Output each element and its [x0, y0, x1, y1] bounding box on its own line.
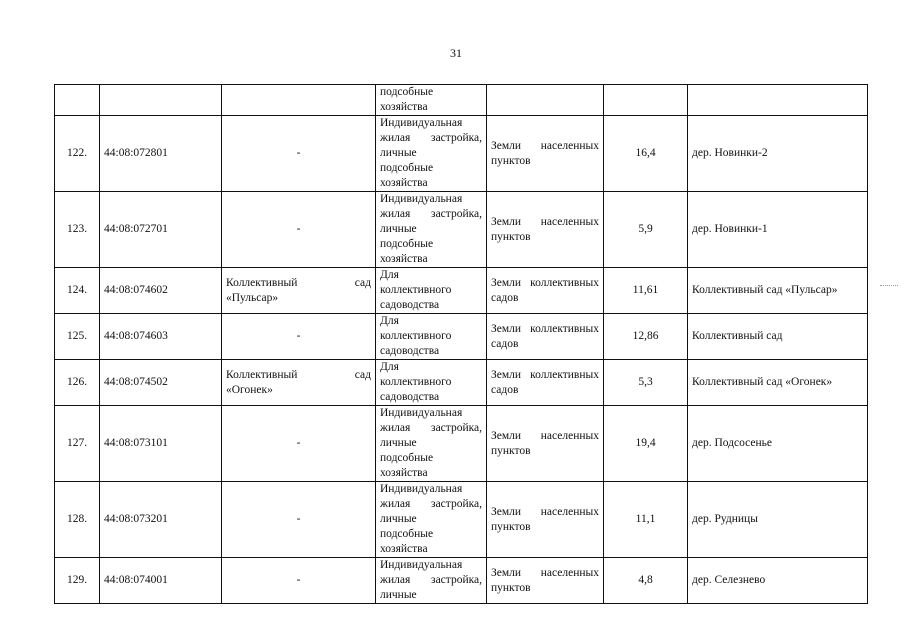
- use-line: жилая застройка,: [380, 498, 482, 510]
- use-line: садоводства: [380, 391, 440, 403]
- use-line: Индивидуальная: [380, 117, 463, 129]
- cell-use: [376, 482, 487, 558]
- cell-category: Земли коллективных садов: [487, 360, 604, 406]
- use-line: Для: [380, 315, 399, 327]
- use-line: личные: [380, 589, 417, 601]
- use-line: жилая застройка,: [380, 574, 482, 586]
- table-row: [55, 482, 868, 558]
- cell-cadastral: 44:08:074502: [100, 360, 222, 406]
- page-number: 31: [450, 46, 462, 60]
- table-row: [55, 192, 868, 268]
- use-line: хозяйства: [380, 467, 428, 479]
- use-line: жилая застройка,: [380, 132, 482, 144]
- cell-location: Коллективный сад: [688, 314, 868, 360]
- cell-location: Коллективный сад «Огонек»: [688, 360, 868, 406]
- owner-line: «Огонек»: [226, 383, 273, 396]
- use-line: личные: [380, 513, 417, 525]
- cell-category: [487, 85, 604, 116]
- use-line: коллективного: [380, 330, 452, 342]
- owner-line: -: [296, 223, 301, 235]
- cell-owner: [222, 85, 376, 116]
- land-registry-table: [54, 84, 868, 604]
- use-line: коллективного: [380, 376, 452, 388]
- owner-line: -: [296, 574, 301, 586]
- cell-area: 12,86: [604, 314, 688, 360]
- owner-line: -: [296, 513, 301, 525]
- use-line: хозяйства: [380, 177, 428, 189]
- cell-area: 4,8: [604, 558, 688, 604]
- table-row: [55, 406, 868, 482]
- cell-owner: [222, 482, 376, 558]
- use-line: подсобные: [380, 238, 434, 250]
- cell-location: Коллективный сад «Пульсар»: [688, 268, 868, 314]
- cell-category: Земли населенных пунктов: [487, 192, 604, 268]
- use-line: Индивидуальная: [380, 193, 463, 205]
- cell-owner: [222, 406, 376, 482]
- use-line: Для: [380, 361, 399, 373]
- cell-use: [376, 192, 487, 268]
- use-line: личные: [380, 437, 417, 449]
- cell-cadastral: 44:08:072801: [100, 116, 222, 192]
- use-line: Для: [380, 269, 399, 281]
- cell-category: Земли населенных пунктов: [487, 558, 604, 604]
- cell-owner: [222, 268, 376, 314]
- cell-num: 125.: [55, 314, 100, 360]
- use-line: подсобные: [380, 528, 434, 540]
- owner-line: Коллективный сад: [226, 276, 371, 289]
- cell-category: Земли населенных пунктов: [487, 406, 604, 482]
- cell-owner: [222, 314, 376, 360]
- use-line: личные: [380, 147, 417, 159]
- cell-area: [604, 85, 688, 116]
- use-line: хозяйства: [380, 101, 428, 113]
- cell-owner: [222, 558, 376, 604]
- table-row: [55, 558, 868, 604]
- cell-use: [376, 116, 487, 192]
- cell-area: 11,61: [604, 268, 688, 314]
- cell-area: 16,4: [604, 116, 688, 192]
- cell-category: Земли коллективных садов: [487, 314, 604, 360]
- cell-cadastral: 44:08:073201: [100, 482, 222, 558]
- cell-num: 126.: [55, 360, 100, 406]
- use-line: личные: [380, 223, 417, 235]
- cell-owner: [222, 192, 376, 268]
- owner-line: -: [296, 147, 301, 159]
- use-line: Индивидуальная: [380, 559, 463, 571]
- cell-num: 123.: [55, 192, 100, 268]
- use-line: подсобные: [380, 162, 434, 174]
- cell-area: 5,3: [604, 360, 688, 406]
- cell-location: [688, 85, 868, 116]
- cell-category: Земли населенных пунктов: [487, 116, 604, 192]
- cell-location: дер. Селезнево: [688, 558, 868, 604]
- cell-use: [376, 360, 487, 406]
- use-line: жилая застройка,: [380, 422, 482, 434]
- cell-num: 124.: [55, 268, 100, 314]
- use-line: коллективного: [380, 284, 452, 296]
- use-line: подсобные: [380, 452, 434, 464]
- use-line: Индивидуальная: [380, 483, 463, 495]
- use-line: садоводства: [380, 345, 440, 357]
- cell-cadastral: 44:08:074603: [100, 314, 222, 360]
- cell-owner: [222, 360, 376, 406]
- cell-num: [55, 85, 100, 116]
- cell-use: [376, 268, 487, 314]
- use-line: хозяйства: [380, 253, 428, 265]
- owner-line: -: [296, 330, 301, 342]
- owner-line: Коллективный сад: [226, 368, 371, 381]
- cell-use: [376, 85, 487, 116]
- cell-num: 122.: [55, 116, 100, 192]
- cell-area: 19,4: [604, 406, 688, 482]
- table-row-continuation: [55, 85, 868, 116]
- table-row: [55, 314, 868, 360]
- use-line: Индивидуальная: [380, 407, 463, 419]
- cell-location: дер. Подсосенье: [688, 406, 868, 482]
- cell-location: дер. Новинки-1: [688, 192, 868, 268]
- cell-area: 11,1: [604, 482, 688, 558]
- owner-line: -: [296, 437, 301, 449]
- cell-cadastral: 44:08:073101: [100, 406, 222, 482]
- cell-use: [376, 314, 487, 360]
- cell-use: [376, 406, 487, 482]
- cell-location: дер. Рудницы: [688, 482, 868, 558]
- cell-use: [376, 558, 487, 604]
- scan-artifact: [880, 285, 898, 287]
- cell-num: 129.: [55, 558, 100, 604]
- cell-category: Земли коллективных садов: [487, 268, 604, 314]
- cell-category: Земли населенных пунктов: [487, 482, 604, 558]
- cell-cadastral: 44:08:074001: [100, 558, 222, 604]
- cell-cadastral: 44:08:072701: [100, 192, 222, 268]
- use-line: жилая застройка,: [380, 208, 482, 220]
- table-body: [55, 85, 868, 604]
- use-line: садоводства: [380, 299, 440, 311]
- cell-location: дер. Новинки-2: [688, 116, 868, 192]
- cell-area: 5,9: [604, 192, 688, 268]
- table-row: [55, 360, 868, 406]
- table-row: [55, 268, 868, 314]
- cell-owner: [222, 116, 376, 192]
- cell-cadastral: 44:08:074602: [100, 268, 222, 314]
- owner-line: «Пульсар»: [226, 291, 279, 304]
- cell-num: 128.: [55, 482, 100, 558]
- cell-cadastral: [100, 85, 222, 116]
- use-line: подсобные: [380, 86, 434, 98]
- use-line: хозяйства: [380, 543, 428, 555]
- table-row: [55, 116, 868, 192]
- cell-num: 127.: [55, 406, 100, 482]
